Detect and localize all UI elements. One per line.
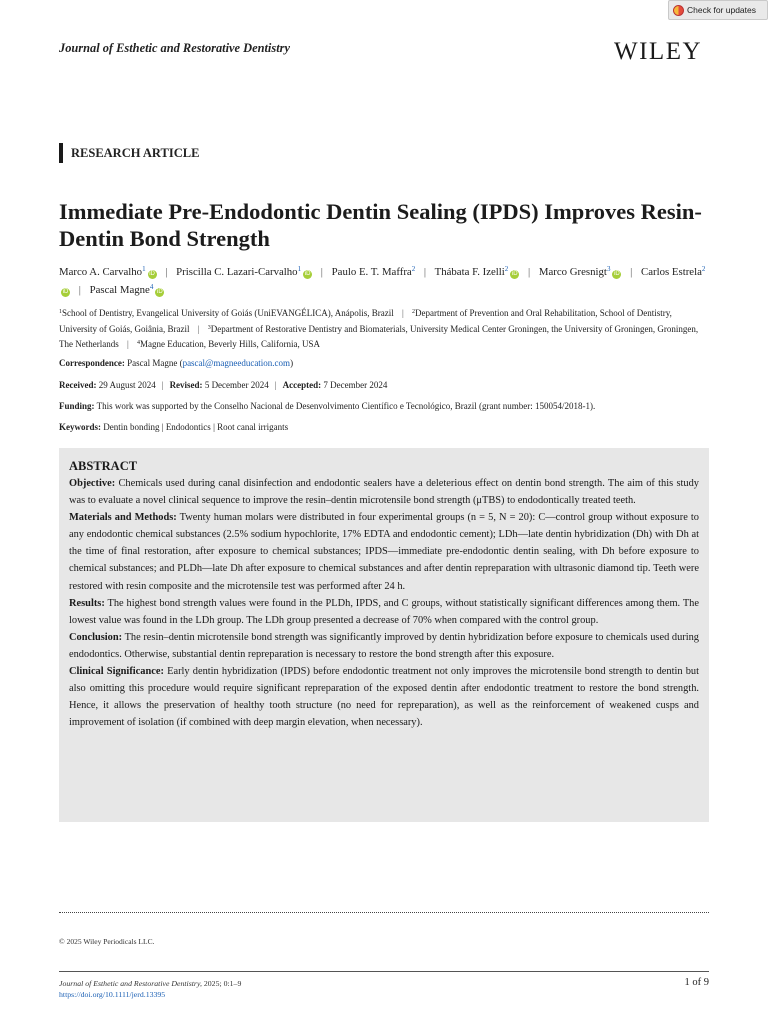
author-separator: | [528, 266, 531, 278]
received-label: Received: [59, 380, 97, 390]
article-type: RESEARCH ARTICLE [59, 143, 199, 163]
author[interactable] [332, 266, 416, 278]
author-separator: | [423, 266, 427, 278]
orcid-icon[interactable]: iD [511, 271, 518, 277]
affiliation-number: 2 [412, 309, 416, 315]
author-name: Marco A. Carvalho [59, 266, 143, 278]
footer-volume: 2025; 0:1–9 [201, 979, 242, 988]
affiliations [59, 305, 709, 352]
abstract-results [69, 595, 699, 629]
author[interactable] [539, 266, 622, 278]
affiliation-separator: | [126, 339, 129, 349]
received-date: 29 August 2024 [98, 380, 156, 390]
affiliation-text: Department of Prevention and Oral Rehabilitation, School of Dentistry, University of Goiás, Goiânia, Brazil [59, 308, 672, 334]
accepted-date: 7 December 2024 [323, 380, 388, 390]
author-separator: | [78, 284, 81, 296]
author[interactable] [435, 266, 520, 278]
revised-label: Revised: [169, 380, 203, 390]
crossmark-icon [673, 5, 684, 16]
check-for-updates-button[interactable] [668, 0, 768, 20]
author[interactable] [176, 266, 312, 278]
affiliation [137, 339, 320, 349]
author-separator: | [165, 266, 168, 278]
orcid-icon[interactable]: iD [304, 271, 311, 277]
section-text: Early dentin hybridization (IPDS) before endodontic treatment not only improves the microtensile bond strength to dentin but also omitting this procedure would require significant repreparation of the exposed dentin after endodontic treatment to restore the bond strength. Hence, it allows the preservation of healthy tooth structure (no need for repreparation), as well as the reinforcement of weakened cusps and improvement of isolation (if combined with deep margin elevation, when necessary). [69, 666, 699, 729]
article-dates: Received: 29 August 2024 | Revised: 5 December 2024 | Accepted: 7 December 2024 [59, 380, 388, 390]
affiliation-number: 1 [59, 309, 62, 315]
abstract-clinical-significance [69, 663, 699, 731]
affiliation-separator: | [401, 308, 404, 318]
affiliation-text: School of Dentistry, Evangelical University of Goiás (UniEVANGÉLICA), Anápolis, Brazil [62, 308, 394, 318]
revised-date: 5 December 2024 [204, 380, 269, 390]
author-affiliation-ref: 2 [701, 265, 706, 273]
orcid-icon[interactable]: iD [614, 271, 620, 277]
doi-link[interactable]: https://doi.org/10.1111/jerd.13395 [59, 990, 166, 999]
section-label: Results: [69, 597, 105, 609]
affiliation-text: Department of Restorative Dentistry and Biomaterials, University Medical Center Groningen, the University of Groningen, Groningen, The Netherlands [59, 323, 699, 349]
dotted-divider [59, 912, 709, 913]
footer-citation [59, 979, 241, 988]
author-name: Thábata F. Izelli [434, 266, 505, 278]
author-name: Pascal Magne [89, 284, 150, 296]
keyword: Dentin bonding [103, 422, 160, 432]
abstract-box [59, 448, 709, 822]
section-label: Clinical Significance: [69, 666, 164, 678]
funding-label: Funding: [59, 401, 95, 411]
funding [59, 401, 709, 411]
correspondence-email-link[interactable]: pascal@magneeducation.com [182, 358, 291, 368]
orcid-icon[interactable]: iD [62, 289, 69, 295]
orcid-icon[interactable]: iD [149, 271, 155, 277]
abstract-objective [69, 475, 699, 509]
publisher-logo: WILEY [614, 38, 703, 65]
affiliation [59, 308, 394, 318]
correspondence: Correspondence: Pascal Magne (pascal@magneeducation.com) [59, 358, 294, 368]
affiliation-number: 4 [137, 340, 141, 346]
author-affiliation-ref: 3 [606, 265, 611, 273]
author-affiliation-ref: 4 [149, 283, 154, 291]
keywords-label: Keywords: [59, 422, 101, 432]
keyword: Root canal irrigants [217, 422, 289, 432]
accepted-label: Accepted: [282, 380, 322, 390]
footer-divider [59, 971, 709, 972]
keywords: Keywords: Dentin bonding | Endodontics | Root canal irrigants [59, 422, 289, 432]
author-list [59, 262, 709, 298]
affiliation-number: 3 [207, 324, 211, 331]
author-affiliation-ref: 1 [142, 265, 146, 273]
author[interactable] [90, 284, 165, 296]
section-label: Conclusion: [69, 631, 123, 643]
author-affiliation-ref: 2 [411, 265, 416, 273]
author-name: Carlos Estrela [641, 266, 702, 278]
abstract-conclusion [69, 629, 699, 663]
journal-name: Journal of Esthetic and Restorative Dentistry [59, 41, 290, 55]
funding-text: This work was supported by the Conselho Nacional de Desenvolvimento Científico e Tecnológico, Brazil (grant number: 150054/2018-1). [96, 401, 596, 411]
affiliation-text: Magne Education, Beverly Hills, California, USA [140, 339, 321, 349]
author-separator: | [320, 266, 323, 278]
copyright: © 2025 Wiley Periodicals LLC. [59, 937, 155, 946]
author[interactable] [59, 266, 157, 278]
section-text: The highest bond strength values were found in the PLDh, IPDS, and C groups, without statistically significant differences among them. The lowest value was found in the LDh group. The LDh group presented a decrease of 70% when compared with the control group. [69, 597, 699, 626]
correspondence-label: Correspondence: [59, 358, 125, 368]
section-text: The resin–dentin microtensile bond strength was significantly improved by dentin hybridization before exposure to chemicals used during endodontics. Otherwise, substantial dentin repreparation is necessary to restore the bond strength after this exposure. [69, 631, 699, 660]
author-name: Priscilla C. Lazari-Carvalho [176, 266, 298, 278]
author-separator: | [630, 266, 633, 278]
correspondence-name: Pascal Magne [127, 358, 178, 368]
author-affiliation-ref: 1 [297, 265, 302, 273]
section-text: Chemicals used during canal disinfection and endodontic sealers have a deleterious effect on dentin bond strength. The aim of this study was to evaluate a novel clinical sequence to improve the resin–dentin microtensile bond strength (μTBS) to endodontically treated teeth. [69, 478, 699, 507]
section-text: Twenty human molars were distributed in four experimental groups (n = 5, N = 20): C—control group without exposure to any endodontic chemical substances (2.5% sodium hypochlorite, 17% EDTA and endodontic cement); LDh—late dentin hybridization (Dh) with Dh at the time of final restoration, after exposure to chemical substances; IPDS—immediate pre-endodontic dentin sealing, with Dh before exposure to chemical substances; and PLDh—late Dh after exposure to chemical substances and after dentin repreparation with ultrasonic diamond tip. Teeth were restored with resin composite and the microtensile test was performed after 24 h. [69, 512, 699, 592]
author-affiliation-ref: 2 [504, 265, 509, 273]
page-number: 1 of 9 [684, 977, 709, 988]
abstract-heading: ABSTRACT [69, 459, 138, 473]
author-name: Paulo E. T. Maffra [331, 266, 412, 278]
section-label: Objective: [69, 478, 116, 489]
orcid-icon[interactable]: iD [157, 289, 163, 295]
footer-journal-name: Journal of Esthetic and Restorative Dentistry, [59, 979, 202, 988]
check-for-updates-label: Check for updates [687, 5, 756, 15]
article-title: Immediate Pre-Endodontic Dentin Sealing (IPDS) Improves Resin-Dentin Bond Strength [59, 199, 702, 251]
section-label: Materials and Methods: [69, 512, 177, 524]
abstract-methods [69, 509, 699, 594]
author-name: Marco Gresnigt [538, 266, 607, 278]
keyword: Endodontics [165, 422, 211, 432]
affiliation-separator: | [197, 323, 200, 334]
